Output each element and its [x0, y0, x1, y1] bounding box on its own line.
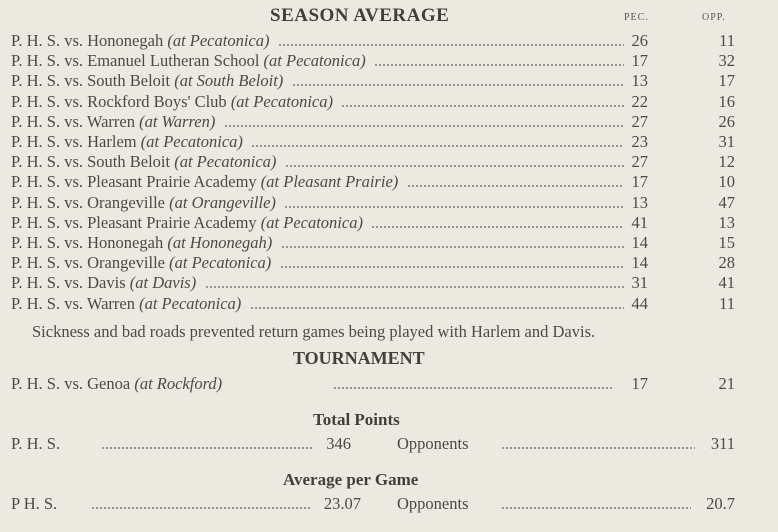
opp-score: 47 [718, 192, 735, 212]
tournament-row [11, 374, 741, 394]
table-row [11, 193, 741, 213]
game-label: P. H. S. vs. Rockford Boys' Club (at Pecatonica) [11, 91, 333, 111]
game-label: P. H. S. vs. Davis (at Davis) [11, 273, 197, 293]
dot-leader [280, 266, 624, 268]
pec-score: 13 [631, 71, 648, 91]
pec-score: 14 [631, 233, 648, 252]
game-label: P. H. S. vs. Hononegah (at Hononegah) [11, 233, 273, 252]
opp-column-header: OPP. [702, 12, 726, 23]
table-row [11, 253, 741, 273]
opp-score: 31 [718, 132, 735, 151]
team-label: P H. S. [11, 494, 58, 513]
opponents-label: Opponents [397, 434, 469, 453]
dot-leader [285, 165, 624, 167]
pec-score: 17 [631, 51, 648, 71]
game-label: P. H. S. vs. Emanuel Lutheran School (at Pecatonica) [11, 51, 366, 71]
game-label: P. H. S. vs. South Beloit (at South Beloit) [11, 71, 284, 91]
dot-leader [250, 307, 624, 309]
pec-score: 17 [631, 374, 648, 393]
pec-score: 27 [631, 152, 648, 172]
table-row [11, 152, 741, 172]
opp-score: 21 [718, 374, 735, 393]
pec-score: 31 [631, 273, 648, 293]
dot-leader [292, 84, 624, 86]
opp-score: 16 [718, 91, 735, 111]
table-row [11, 294, 741, 314]
opp-score: 32 [718, 51, 735, 71]
dot-leader [278, 44, 624, 46]
opp-score: 10 [718, 172, 735, 192]
dot-leader [91, 507, 311, 509]
opp-score: 17 [718, 71, 735, 91]
game-label: P. H. S. vs. Warren (at Pecatonica) [11, 293, 242, 313]
dot-leader [341, 105, 624, 107]
dot-leader [501, 507, 691, 509]
total-points-row [11, 434, 741, 454]
dot-leader [224, 125, 624, 127]
pec-score: 27 [631, 111, 648, 131]
pec-score: 14 [631, 253, 648, 273]
dot-leader [281, 246, 624, 248]
opponents-average: 20.7 [706, 494, 735, 513]
pec-score: 22 [631, 91, 648, 111]
opp-score: 11 [719, 31, 735, 50]
average-row [11, 494, 741, 514]
opp-score: 13 [718, 212, 735, 232]
team-total: 346 [326, 434, 351, 453]
game-label: P. H. S. vs. Orangeville (at Orangeville) [11, 192, 276, 212]
team-average: 23.07 [323, 494, 361, 513]
average-per-game-heading: Average per Game [283, 470, 419, 489]
pec-column-header: PEC. [624, 12, 649, 23]
dot-leader [371, 226, 624, 228]
season-average-heading: SEASON AVERAGE [270, 5, 450, 26]
pec-score: 41 [631, 212, 648, 232]
pec-score: 17 [631, 172, 648, 192]
game-label: P. H. S. vs. Hononegah (at Pecatonica) [11, 31, 270, 50]
opp-score: 15 [718, 233, 735, 252]
opp-score: 41 [718, 273, 735, 293]
table-row [11, 273, 741, 293]
opponents-total: 311 [710, 434, 735, 453]
table-row [11, 71, 741, 91]
dot-leader [251, 145, 624, 147]
table-row [11, 31, 741, 51]
table-row [11, 132, 741, 152]
pec-score: 44 [631, 293, 648, 313]
opp-score: 28 [718, 253, 735, 273]
pec-score: 23 [631, 132, 648, 151]
dot-leader [374, 64, 624, 66]
schedule-note: Sickness and bad roads prevented return games being played with Harlem and Davis. [32, 322, 596, 341]
opp-score: 12 [718, 152, 735, 172]
game-label: P. H. S. vs. Orangeville (at Pecatonica) [11, 253, 272, 273]
game-label: P. H. S. vs. Pleasant Prairie Academy (at Pecatonica) [11, 212, 363, 232]
game-label: P. H. S. vs. Pleasant Prairie Academy (at Pleasant Prairie) [11, 172, 399, 192]
pec-score: 26 [631, 31, 648, 50]
table-row [11, 213, 741, 233]
game-label: P. H. S. vs. Harlem (at Pecatonica) [11, 132, 243, 151]
dot-leader [407, 185, 624, 187]
dot-leader [284, 206, 624, 208]
opp-score: 26 [718, 111, 735, 131]
dot-leader [333, 387, 613, 389]
dot-leader [205, 286, 624, 288]
table-row [11, 172, 741, 192]
opp-score: 11 [719, 293, 735, 313]
dot-leader [501, 447, 695, 449]
team-label: P. H. S. [11, 434, 61, 453]
game-label: P. H. S. vs. Warren (at Warren) [11, 111, 216, 131]
table-row [11, 233, 741, 253]
table-row [11, 112, 741, 132]
dot-leader [101, 447, 313, 449]
opponents-label: Opponents [397, 494, 469, 513]
pec-score: 13 [631, 192, 648, 212]
tournament-game-label: P. H. S. vs. Genoa (at Rockford) [11, 374, 223, 393]
table-row [11, 92, 741, 112]
total-points-heading: Total Points [313, 410, 400, 429]
table-row [11, 51, 741, 71]
tournament-heading: TOURNAMENT [293, 348, 425, 368]
game-label: P. H. S. vs. South Beloit (at Pecatonica) [11, 152, 277, 172]
